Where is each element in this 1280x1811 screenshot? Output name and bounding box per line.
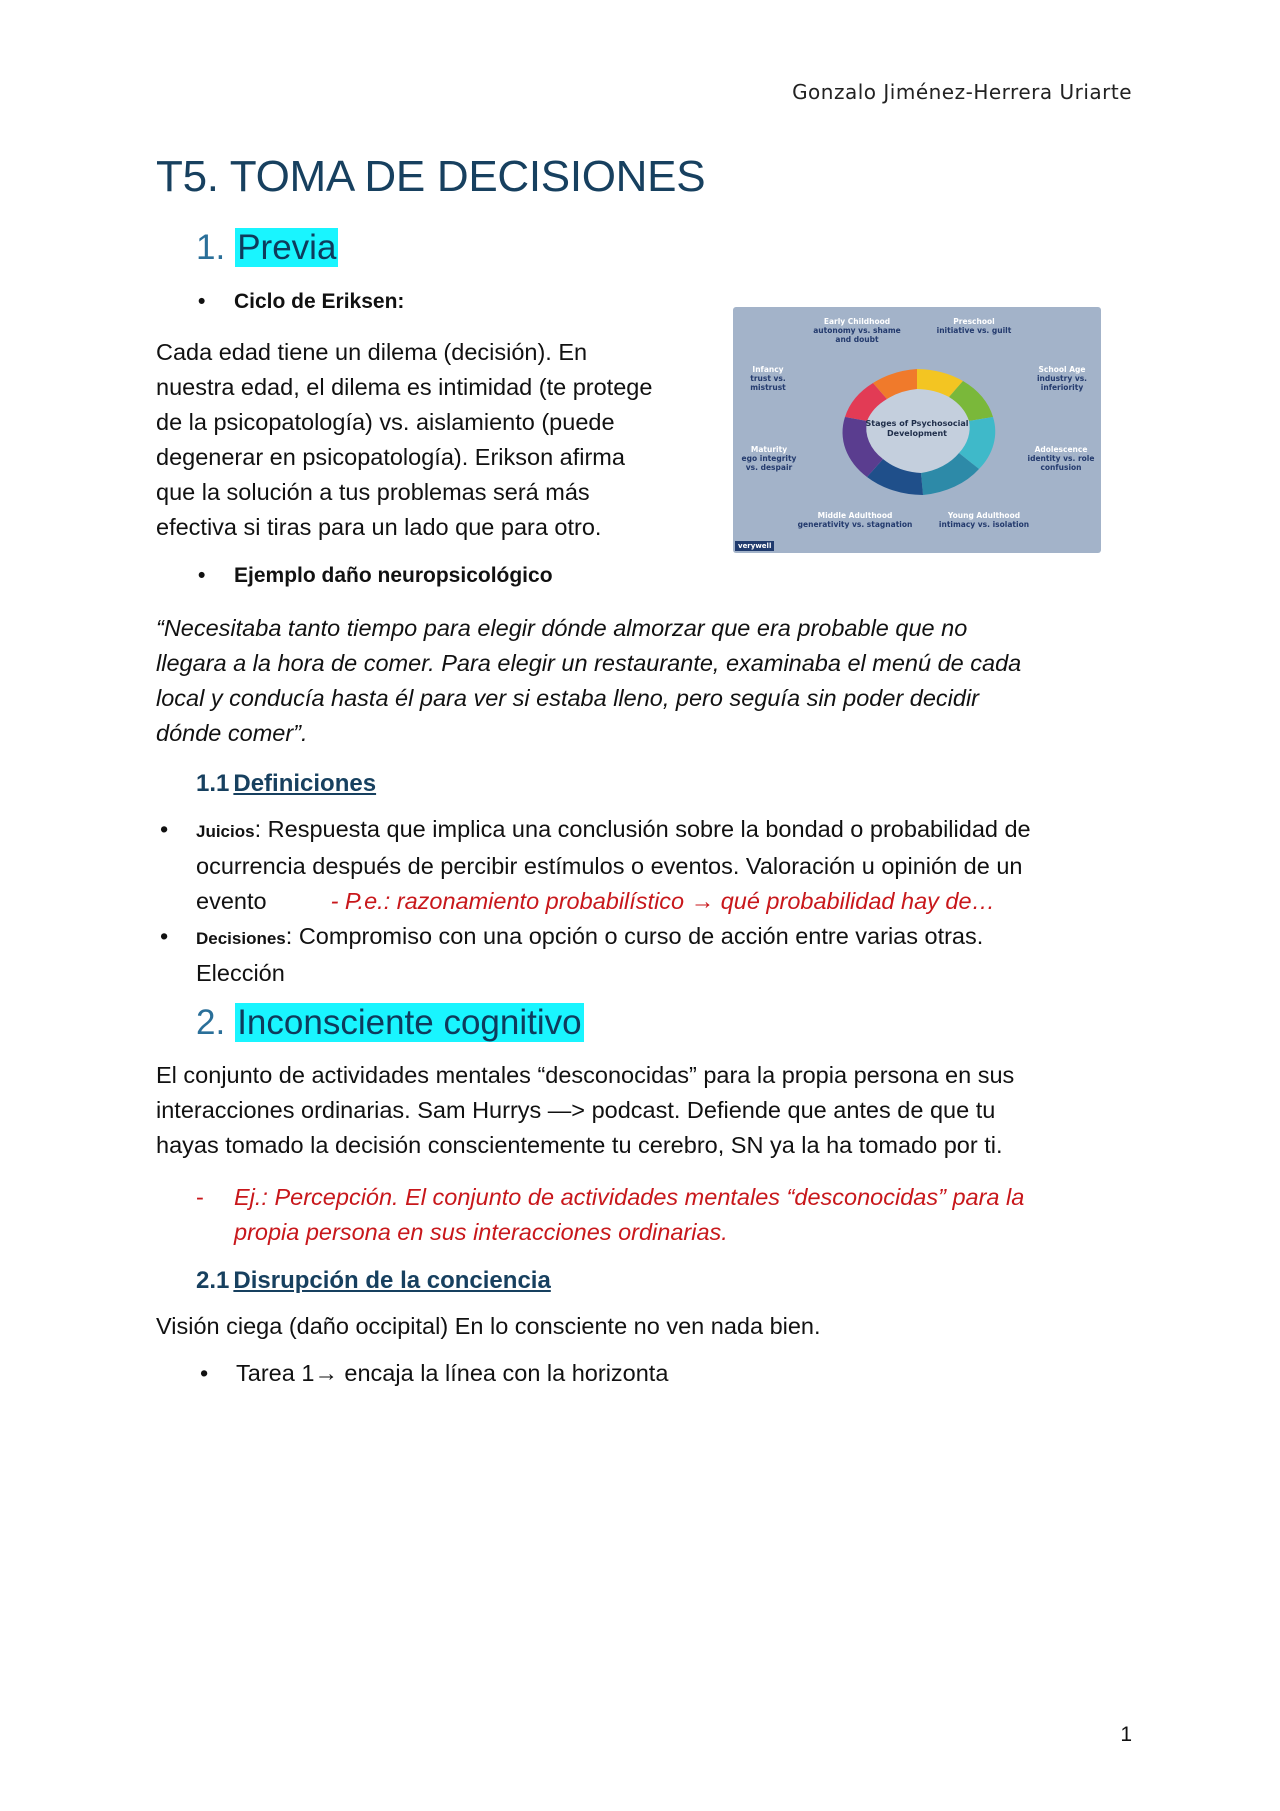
paragraph-line: nuestra edad, el dilema es intimidad (te protege [156,374,653,400]
definition-text: ocurrencia después de percibir estímulos o eventos. Valoración u opinión de un [196,853,1023,879]
paragraph-line: efectiva si tiras para un lado que para otro. [156,514,602,540]
section-1-number: 1. [196,228,226,267]
stage-maturity: Maturity ego integrity vs. despair [741,445,797,472]
psychosocial-stages-figure [733,307,1101,553]
page-number: 1 [1120,1723,1132,1746]
eriksen-paragraph [156,335,652,545]
section-1-1-title: Definiciones [233,770,377,797]
definition-text: : Respuesta que implica una conclusión sobre la bondad o probabilidad de [254,816,1031,842]
definitions-list [156,812,1136,991]
bullet-ejemplo-dano [198,564,553,588]
quote-line: local y conducía hasta él para ver si estaba lleno, pero seguía sin poder decidir [156,685,979,711]
paragraph-line: Cada edad tiene un dilema (decisión). En [156,339,588,365]
figure-center-title: Stages of Psychosocial Development [865,419,969,438]
stage-school-age: School Age industry vs. inferiority [1036,365,1088,392]
tarea-text: Tarea 1→ encaja la línea con la horizonta [236,1360,669,1386]
section-2-number: 2. [196,1003,226,1042]
stage-adolescence: Adolescence identity vs. role confusion [1027,445,1095,472]
section-1-heading [196,228,338,268]
section-2-1-title: Disrupción de la conciencia [233,1267,551,1294]
bullet-icon: • [198,564,206,587]
bullet-icon: • [200,1360,209,1386]
section-2-1-heading [196,1267,551,1295]
figure-brand-logo: verywell [735,541,774,551]
section-2-heading [196,1003,584,1043]
example-line: propia persona en sus interacciones ordinarias. [234,1219,728,1245]
quote-line: “Necesitaba tanto tiempo para elegir dónde almorzar que era probable que no [156,615,968,641]
tarea-list [196,1356,1176,1391]
bullet-icon: • [160,923,169,949]
tarea-item [196,1356,1176,1391]
definition-juicios [156,812,1136,919]
bullet-ciclo-eriksen [198,290,404,314]
example-percepcion [196,1180,1136,1250]
definition-term: Decisiones [196,929,286,948]
paragraph-line: degenerar en psicopatología). Erikson afirma [156,444,625,470]
section-1-1-heading [196,770,376,798]
quote-line: dónde comer”. [156,720,308,746]
stage-middle-adulthood: Middle Adulthood generativity vs. stagnation [797,511,913,529]
author-header: Gonzalo Jiménez-Herrera Uriarte [792,80,1132,104]
bullet-icon: • [160,816,169,842]
stage-preschool: Preschool initiative vs. guilt [936,317,1012,335]
bullet-label: Ciclo de Eriksen: [234,290,405,313]
bullet-icon: • [198,290,206,313]
section-1-title: Previa [237,228,337,267]
paragraph-line: hayas tomado la decisión conscientemente tu cerebro, SN ya la ha tomado por ti. [156,1132,1003,1158]
definition-decisiones [156,919,1136,991]
section-1-1-number: 1.1 [196,770,230,797]
quote-line: llegara a la hora de comer. Para elegir un restaurante, examinaba el menú de cada [156,650,1022,676]
stage-young-adulthood: Young Adulthood intimacy vs. isolation [938,511,1030,529]
paragraph-line: El conjunto de actividades mentales “desconocidas” para la propia persona en sus [156,1062,1015,1088]
definition-text: evento [196,888,267,914]
bullet-label: Ejemplo daño neuropsicológico [234,564,553,587]
example-line: Ej.: Percepción. El conjunto de actividades mentales “desconocidas” para la [234,1184,1025,1210]
paragraph-line: que la solución a tus problemas será más [156,479,590,505]
stage-infancy: Infancy trust vs. mistrust [750,365,786,392]
definition-text: : Compromiso con una opción o curso de acción entre varias otras. [285,923,984,949]
section-2-1-number: 2.1 [196,1267,230,1294]
stage-early-childhood: Early Childhood autonomy vs. shame and doubt [813,317,901,344]
document-title: T5. TOMA DE DECISIONES [156,152,706,201]
definition-term: Juicios [196,822,255,841]
patient-quote [156,611,1021,751]
definition-example: - P.e.: razonamiento probabilístico → qué probabilidad hay de… [330,888,996,914]
inconsciente-paragraph [156,1058,1014,1163]
vision-ciega-paragraph: Visión ciega (daño occipital) En lo consciente no ven nada bien. [156,1313,821,1339]
section-2-title: Inconsciente cognitivo [237,1003,582,1042]
definition-text: Elección [196,960,285,986]
paragraph-line: interacciones ordinarias. Sam Hurrys —> podcast. Defiende que antes de que tu [156,1097,996,1123]
paragraph-line: de la psicopatología) vs. aislamiento (puede [156,409,615,435]
dash-marker: - [196,1184,204,1210]
